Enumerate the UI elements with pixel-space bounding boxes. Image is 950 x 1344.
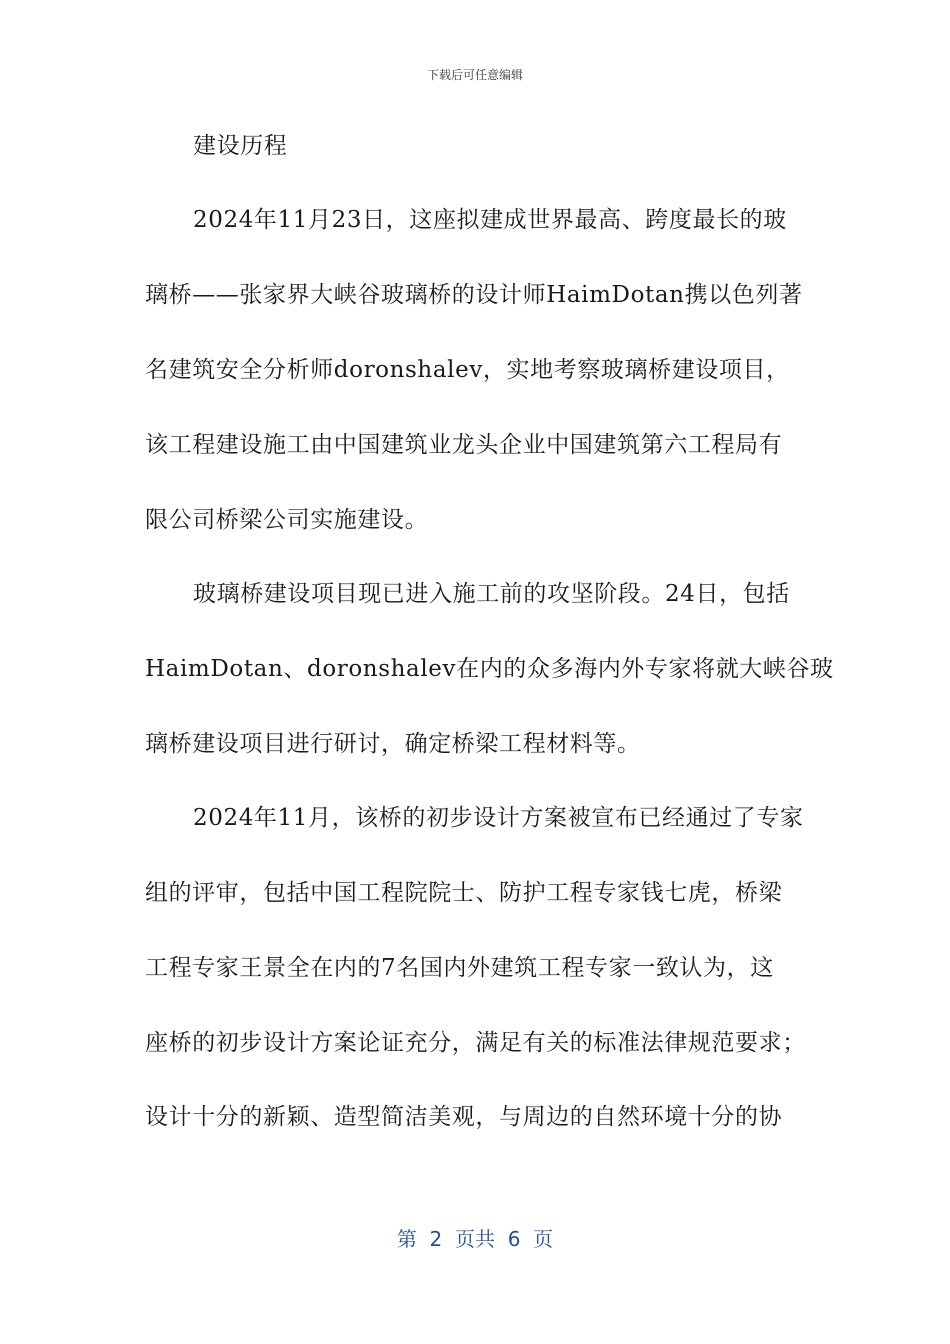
paragraph-3-line-5: 设计十分的新颖、造型简洁美观，与周边的自然环境十分的协 [145, 1104, 783, 1130]
paragraph-2-line-3: 璃桥建设项目进行研讨，确定桥梁工程材料等。 [145, 731, 641, 757]
paragraph-3-line-3: 工程专家王景全在内的7名国内外建筑工程专家一致认为，这 [145, 955, 774, 981]
paragraph-2-line-1: 玻璃桥建设项目现已进入施工前的攻坚阶段。24日，包括 [193, 581, 790, 607]
paragraph-3-line-1: 2024年11月，该桥的初步设计方案被宣布已经通过了专家 [193, 805, 804, 831]
paragraph-1-line-4: 该工程建设施工由中国建筑业龙头企业中国建筑第六工程局有 [145, 432, 783, 458]
paragraph-2-line-2: HaimDotan、doronshalev在内的众多海内外专家将就大峡谷玻 [145, 656, 834, 682]
paragraph-1-line-5: 限公司桥梁公司实施建设。 [145, 507, 429, 533]
paragraph-1-line-3: 名建筑安全分析师doronshalev，实地考察玻璃桥建设项目， [145, 357, 790, 383]
page-header: 下载后可任意编辑 [426, 68, 523, 82]
paragraph-1-line-1: 2024年11月23日，这座拟建成世界最高、跨度最长的玻 [193, 207, 787, 233]
page-number-footer: 第 2 页共 6 页 [396, 1227, 554, 1251]
section-heading: 建设历程 [193, 133, 288, 159]
paragraph-1-line-2: 璃桥——张家界大峡谷玻璃桥的设计师HaimDotan携以色列著 [145, 282, 803, 308]
paragraph-3-line-2: 组的评审，包括中国工程院院士、防护工程专家钱七虎，桥梁 [145, 880, 783, 906]
paragraph-3-line-4: 座桥的初步设计方案论证充分，满足有关的标准法律规范要求； [145, 1030, 806, 1056]
